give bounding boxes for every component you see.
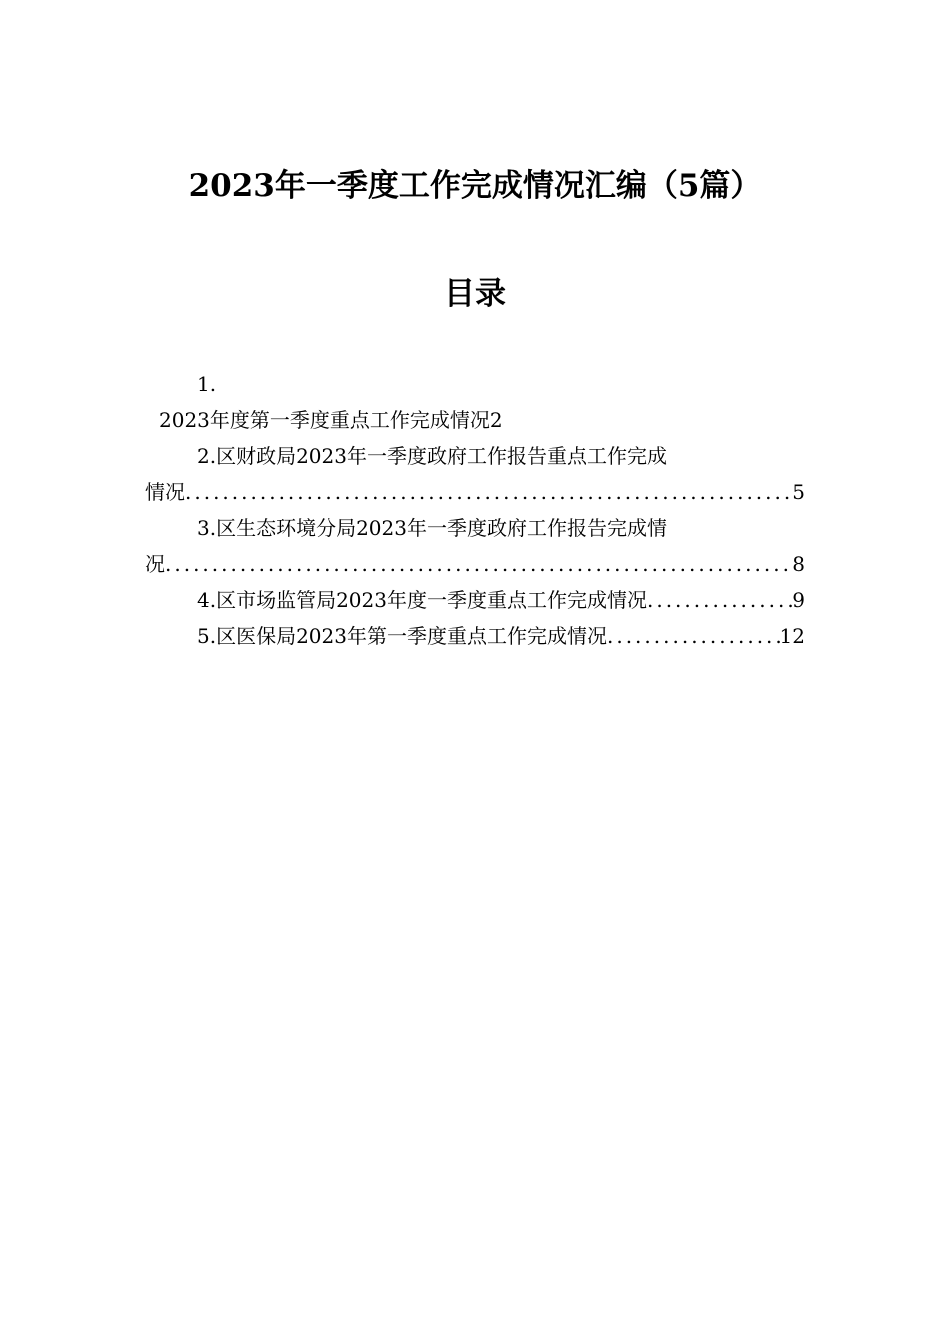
toc-entry-5-page: 12: [779, 624, 805, 648]
toc-entry-3-text-cont: 况: [145, 552, 165, 576]
toc-entry-2-text: 2.区财政局2023年一季度政府工作报告重点工作完成: [197, 444, 667, 468]
toc-entry-5[interactable]: [145, 618, 805, 654]
toc-entry-3-line-1[interactable]: [145, 510, 805, 546]
dot-leader: [165, 546, 792, 582]
toc-entry-3-line-2[interactable]: [145, 546, 805, 582]
toc-heading: 目录: [444, 276, 506, 312]
toc-entry-4-page: 9: [792, 588, 805, 612]
toc-entry-1-title[interactable]: [145, 402, 805, 438]
dot-leader: [647, 582, 792, 618]
toc-entry-4-text: 4.区市场监管局2023年度一季度重点工作完成情况: [197, 588, 647, 612]
table-of-contents: [145, 366, 805, 654]
toc-entry-1-number[interactable]: [145, 366, 805, 402]
toc-entry-4[interactable]: [145, 582, 805, 618]
toc-entry-5-text: 5.区医保局2023年第一季度重点工作完成情况: [197, 624, 607, 648]
dot-leader: [185, 474, 792, 510]
toc-entry-3-page: 8: [792, 552, 805, 576]
toc-entry-2-line-2[interactable]: [145, 474, 805, 510]
toc-entry-1-number-text: 1.: [197, 372, 217, 396]
toc-entry-1-text: 2023年度第一季度重点工作完成情况2: [159, 408, 503, 432]
toc-entry-2-line-1[interactable]: [145, 438, 805, 474]
toc-entry-2-page: 5: [792, 480, 805, 504]
toc-entry-2-text-cont: 情况: [145, 480, 185, 504]
document-title: 2023年一季度工作完成情况汇编（5篇）: [188, 168, 762, 204]
dot-leader: [607, 618, 780, 654]
toc-entry-3-text: 3.区生态环境分局2023年一季度政府工作报告完成情: [197, 516, 667, 540]
